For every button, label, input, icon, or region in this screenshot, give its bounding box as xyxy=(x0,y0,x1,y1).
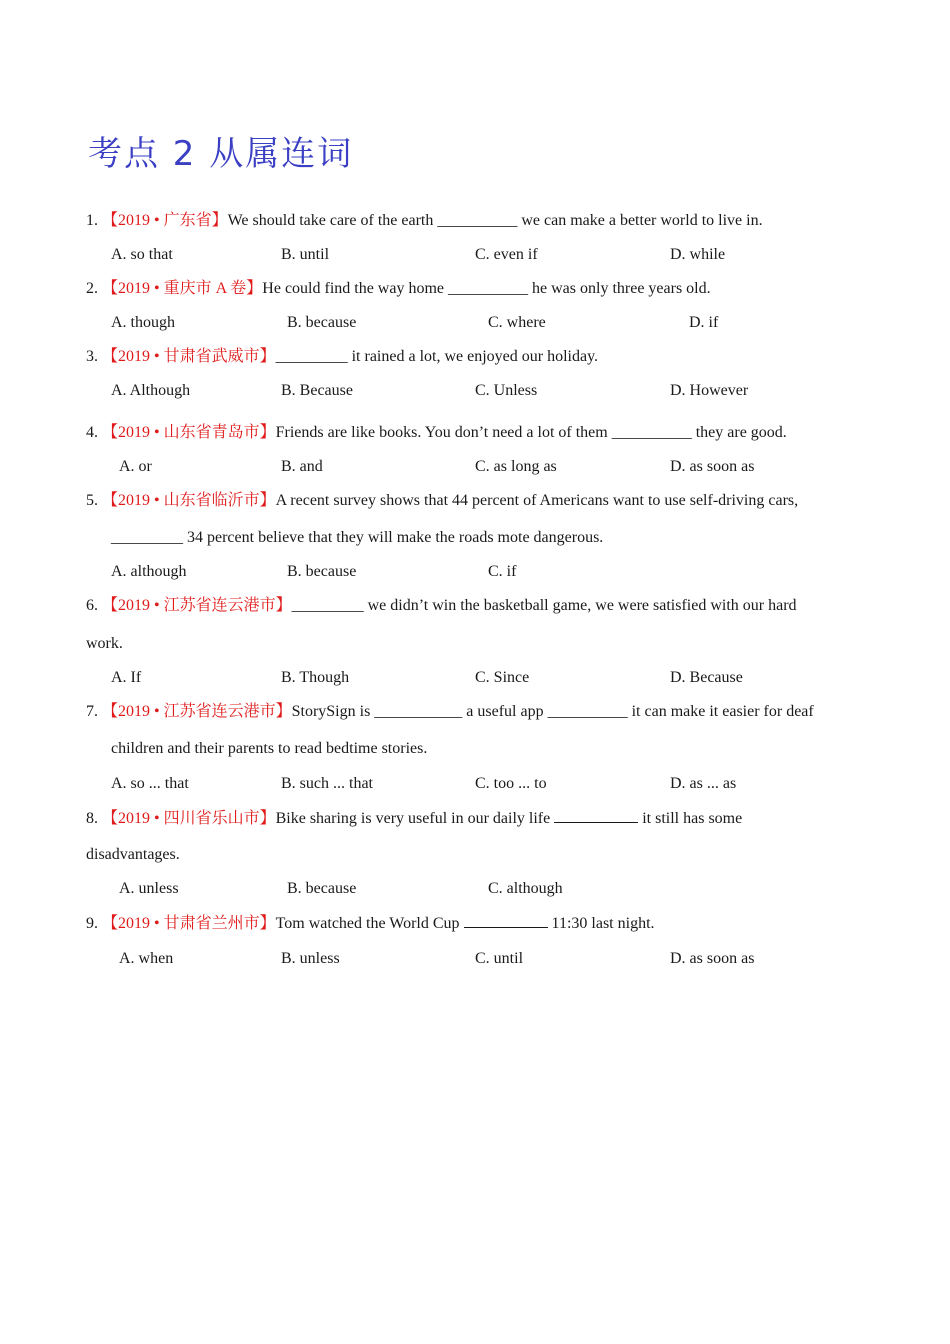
option-a: A. so ... that xyxy=(111,775,189,792)
question-number: 5. xyxy=(86,492,98,509)
option-b: B. such ... that xyxy=(281,775,373,792)
question-text: 34 percent believe that they will make the roads mote dangerous. xyxy=(187,529,604,546)
option-c: C. where xyxy=(488,314,546,331)
option-d: D. as ... as xyxy=(670,775,737,792)
page-title: 考点 2 从属连词 xyxy=(88,134,354,174)
option-a: A. Although xyxy=(111,382,191,399)
option-b: B. because xyxy=(287,880,357,897)
question-text: they are good. xyxy=(695,424,787,441)
option-a: A. though xyxy=(111,314,175,331)
answer-blank: __________ xyxy=(547,703,628,720)
answer-blank xyxy=(554,808,638,823)
question-source: 【2019 • 甘肃省兰州市】 xyxy=(102,915,276,932)
question-1 xyxy=(86,211,763,231)
question-number: 4. xyxy=(86,424,98,441)
question-8 xyxy=(86,808,742,829)
answer-blank: _________ xyxy=(291,597,364,614)
option-d: D. while xyxy=(670,246,726,263)
question-text: Tom watched the World Cup xyxy=(275,915,460,932)
question-text: he was only three years old. xyxy=(532,280,711,297)
question-9 xyxy=(86,913,655,934)
option-b: B. Because xyxy=(281,382,353,399)
question-text: Friends are like books. You don’t need a lot of them xyxy=(275,424,608,441)
option-c: C. if xyxy=(488,563,517,580)
option-d: D. However xyxy=(670,382,749,399)
question-text: it still has some xyxy=(642,810,743,827)
option-a: A. If xyxy=(111,669,142,686)
question-4 xyxy=(86,423,787,443)
option-c: C. even if xyxy=(475,246,538,263)
question-text: He could find the way home xyxy=(262,280,445,297)
question-3 xyxy=(86,347,598,367)
question-number: 8. xyxy=(86,810,98,827)
option-a: A. when xyxy=(119,950,174,967)
option-d: D. as soon as xyxy=(670,458,755,475)
option-d: D. as soon as xyxy=(670,950,755,967)
option-b: B. Though xyxy=(281,669,350,686)
option-c: C. until xyxy=(475,950,524,967)
question-text: StorySign is xyxy=(291,703,371,720)
option-a: A. so that xyxy=(111,246,173,263)
question-text: A recent survey shows that 44 percent of Americans want to use self-driving cars, xyxy=(275,492,799,509)
answer-blank: __________ xyxy=(437,212,518,229)
option-a: A. or xyxy=(119,458,152,475)
option-c: C. Since xyxy=(475,669,530,686)
answer-blank: _________ xyxy=(275,348,348,365)
question-8-continued: disadvantages. xyxy=(86,846,180,863)
question-text: it rained a lot, we enjoyed our holiday. xyxy=(351,348,599,365)
answer-blank xyxy=(464,913,548,928)
question-text: 11:30 last night. xyxy=(551,915,655,932)
question-source: 【2019 • 江苏省连云港市】 xyxy=(102,703,292,720)
option-b: B. until xyxy=(281,246,330,263)
option-d: D. Because xyxy=(670,669,743,686)
question-number: 7. xyxy=(86,703,98,720)
option-c: C. as long as xyxy=(475,458,557,475)
answer-blank: ___________ xyxy=(374,703,463,720)
question-7 xyxy=(86,702,814,722)
question-source: 【2019 • 重庆市 A 卷】 xyxy=(102,280,263,297)
question-number: 9. xyxy=(86,915,98,932)
question-source: 【2019 • 广东省】 xyxy=(102,212,228,229)
question-text: we can make a better world to live in. xyxy=(521,212,763,229)
answer-blank: _________ xyxy=(111,529,183,546)
option-a: A. unless xyxy=(119,880,179,897)
option-a: A. although xyxy=(111,563,187,580)
question-5-continued xyxy=(111,528,603,548)
option-b: B. unless xyxy=(281,950,340,967)
question-text: a useful app xyxy=(466,703,544,720)
option-b: B. because xyxy=(287,563,357,580)
question-6-continued: work. xyxy=(86,635,123,652)
option-d: D. if xyxy=(689,314,719,331)
question-5 xyxy=(86,491,798,511)
option-b: B. and xyxy=(281,458,323,475)
question-text: it can make it easier for deaf xyxy=(631,703,814,720)
question-7-continued: children and their parents to read bedtime stories. xyxy=(111,740,428,757)
question-text: We should take care of the earth xyxy=(227,212,434,229)
question-source: 【2019 • 江苏省连云港市】 xyxy=(102,597,292,614)
question-source: 【2019 • 四川省乐山市】 xyxy=(102,810,276,827)
answer-blank: __________ xyxy=(448,280,529,297)
question-source: 【2019 • 山东省临沂市】 xyxy=(102,492,276,509)
question-source: 【2019 • 甘肃省武威市】 xyxy=(102,348,276,365)
question-number: 6. xyxy=(86,597,98,614)
option-c: C. too ... to xyxy=(475,775,547,792)
question-number: 2. xyxy=(86,280,98,297)
answer-blank: __________ xyxy=(611,424,692,441)
option-c: C. although xyxy=(488,880,563,897)
question-number: 1. xyxy=(86,212,98,229)
question-source: 【2019 • 山东省青岛市】 xyxy=(102,424,276,441)
question-number: 3. xyxy=(86,348,98,365)
option-b: B. because xyxy=(287,314,357,331)
question-6 xyxy=(86,596,797,616)
option-c: C. Unless xyxy=(475,382,538,399)
question-text: Bike sharing is very useful in our daily life xyxy=(275,810,551,827)
question-2 xyxy=(86,279,711,299)
question-text: we didn’t win the basketball game, we were satisfied with our hard xyxy=(367,597,797,614)
